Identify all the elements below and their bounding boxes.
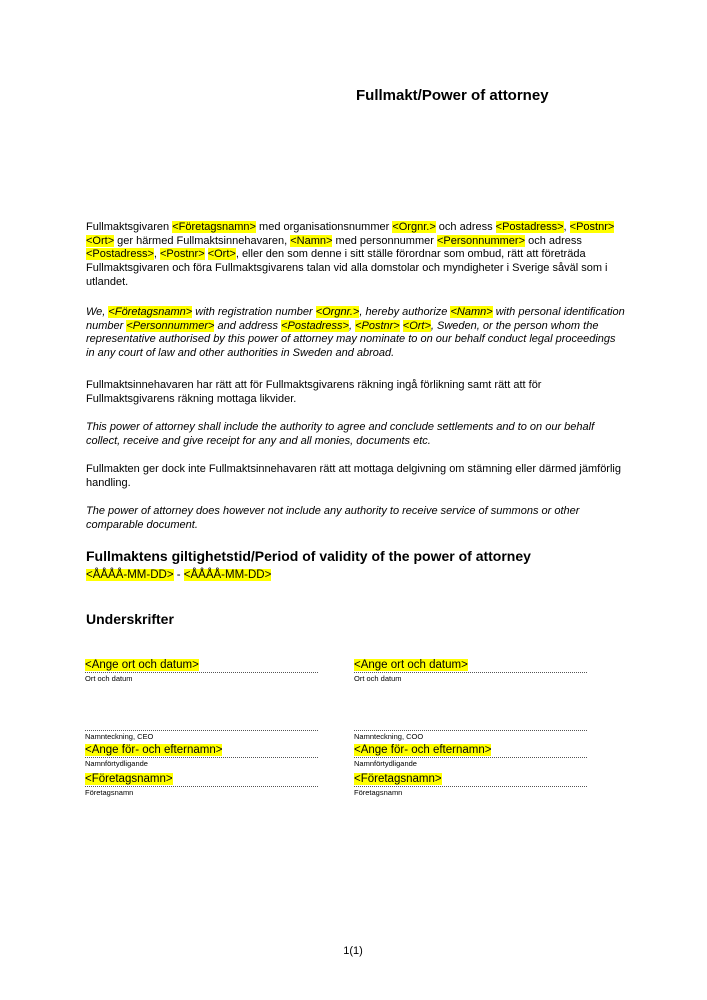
paragraph-english-authorization <box>86 306 626 361</box>
paragraph-swedish-exclusion: Fullmakten ger dock inte Fullmaktsinnehavaren rätt att mottaga delgivning om stämning eller därmed jämförlig handling. <box>86 463 621 489</box>
validity-start-field[interactable]: <ÅÅÅÅ-MM-DD> <box>86 569 174 581</box>
placeholder-field[interactable]: <Personnummer> <box>436 234 526 247</box>
placeholder-field[interactable]: <Ort> <box>207 248 236 261</box>
paragraph-text: och adress <box>435 221 496 233</box>
paragraph-text: med personnummer <box>332 234 437 247</box>
placeholder-field[interactable]: <Orgnr.> <box>392 221 436 233</box>
placeholder-field[interactable]: <Orgnr.> <box>315 306 360 318</box>
signature-caption: Namnteckning, COO <box>354 732 424 741</box>
company-field[interactable]: <Företagsnamn> <box>85 773 173 785</box>
placeholder-field[interactable]: <Ort> <box>402 319 431 332</box>
place-date-field[interactable]: <Ange ort och datum> <box>354 659 468 671</box>
paragraph-english-settlements: This power of attorney shall include the authority to agree and conclude settlements and to on our behalf collect, receive and give receipt for any and all monies, documents etc. <box>86 421 595 447</box>
signature-slot <box>354 716 587 742</box>
company-slot <box>354 772 587 798</box>
paragraph-text: med organisationsnummer <box>255 221 393 233</box>
validity-heading: Fullmaktens giltighetstid/Period of validity of the power of attorney <box>86 548 531 564</box>
signatures-heading: Underskrifter <box>86 611 174 627</box>
place-date-field[interactable]: <Ange ort och datum> <box>85 659 199 671</box>
page-number: 1(1) <box>343 945 363 957</box>
placeholder-field[interactable]: <Postadress> <box>86 248 154 261</box>
validity-separator: - <box>173 569 184 581</box>
company-field[interactable]: <Företagsnamn> <box>354 773 442 785</box>
placeholder-field[interactable]: <Postadress> <box>281 319 349 332</box>
paragraph-text: , hereby authorize <box>359 306 451 318</box>
paragraph-text: , <box>348 319 356 332</box>
signature-caption: Namnteckning, CEO <box>85 732 154 741</box>
signature-line[interactable] <box>354 716 587 731</box>
placeholder-field[interactable]: <Företagsnamn> <box>172 221 256 233</box>
place-date-slot <box>85 658 318 684</box>
paragraph-text: ger härmed Fullmaktsinnehavaren, <box>114 234 291 247</box>
place-date-caption: Ort och datum <box>85 674 133 683</box>
place-date-line <box>354 658 587 673</box>
document-title: Fullmakt/Power of attorney <box>356 87 549 104</box>
validity-end-field[interactable]: <ÅÅÅÅ-MM-DD> <box>183 569 272 581</box>
paragraph-text: Fullmaktsgivaren <box>86 221 173 233</box>
company-line <box>85 772 318 787</box>
paragraph-text: och adress <box>525 234 582 247</box>
placeholder-field[interactable]: <Företagsnamn> <box>108 306 193 318</box>
name-caption: Namnförtydligande <box>85 759 148 768</box>
company-caption: Företagsnamn <box>85 788 134 797</box>
paragraph-text: , Sweden, or the person whom the representative authorised by this power of attorney may nominate to on our behalf conduct legal proceedings in any court of law and other authorities in Sweden and abroad. <box>86 319 616 360</box>
placeholder-field[interactable]: <Namn> <box>290 234 333 247</box>
signature-line[interactable] <box>85 716 318 731</box>
name-field[interactable]: <Ange för- och efternamn> <box>354 744 492 756</box>
name-caption: Namnförtydligande <box>354 759 417 768</box>
paragraph-text: , <box>563 221 570 233</box>
signature-slot <box>85 716 318 742</box>
name-line <box>354 743 587 758</box>
paragraph-english-exclusion: The power of attorney does however not include any authority to receive service of summons or other comparable document. <box>86 505 580 531</box>
placeholder-field[interactable]: <Postnr> <box>569 221 615 233</box>
placeholder-field[interactable]: <Postadress> <box>495 221 564 233</box>
place-date-slot <box>354 658 587 684</box>
validity-dates <box>86 569 271 581</box>
name-slot <box>85 743 318 769</box>
placeholder-field[interactable]: <Postnr> <box>355 319 400 332</box>
placeholder-field[interactable]: <Ort> <box>86 234 115 247</box>
paragraph-text: and address <box>214 319 282 332</box>
paragraph-text: , <box>153 248 160 261</box>
paragraph-text: , eller den som denne i sitt ställe förordnar som ombud, rätt att företräda Fullmaktsgivaren och föra Fullmaktsgivarens talan vid alla domstolar och myndigheter i Sverige såväl som i utlandet. <box>86 248 608 288</box>
placeholder-field[interactable]: <Personnummer> <box>126 319 215 332</box>
paragraph-text: with personal identification number <box>86 306 625 332</box>
placeholder-field[interactable]: <Namn> <box>450 306 493 318</box>
name-slot <box>354 743 587 769</box>
company-line <box>354 772 587 787</box>
name-field[interactable]: <Ange för- och efternamn> <box>85 744 223 756</box>
placeholder-field[interactable]: <Postnr> <box>160 248 205 261</box>
paragraph-swedish-settlements: Fullmaktsinnehavaren har rätt att för Fullmaktsgivarens räkning ingå förlikning samt rätt att för Fullmaktsgivarens räkning mottaga likvider. <box>86 379 542 405</box>
place-date-caption: Ort och datum <box>354 674 402 683</box>
paragraph-swedish-authorization <box>86 221 626 290</box>
company-caption: Företagsnamn <box>354 788 403 797</box>
paragraph-text: We, <box>86 306 109 318</box>
paragraph-text: with registration number <box>192 306 316 318</box>
company-slot <box>85 772 318 798</box>
place-date-line <box>85 658 318 673</box>
name-line <box>85 743 318 758</box>
